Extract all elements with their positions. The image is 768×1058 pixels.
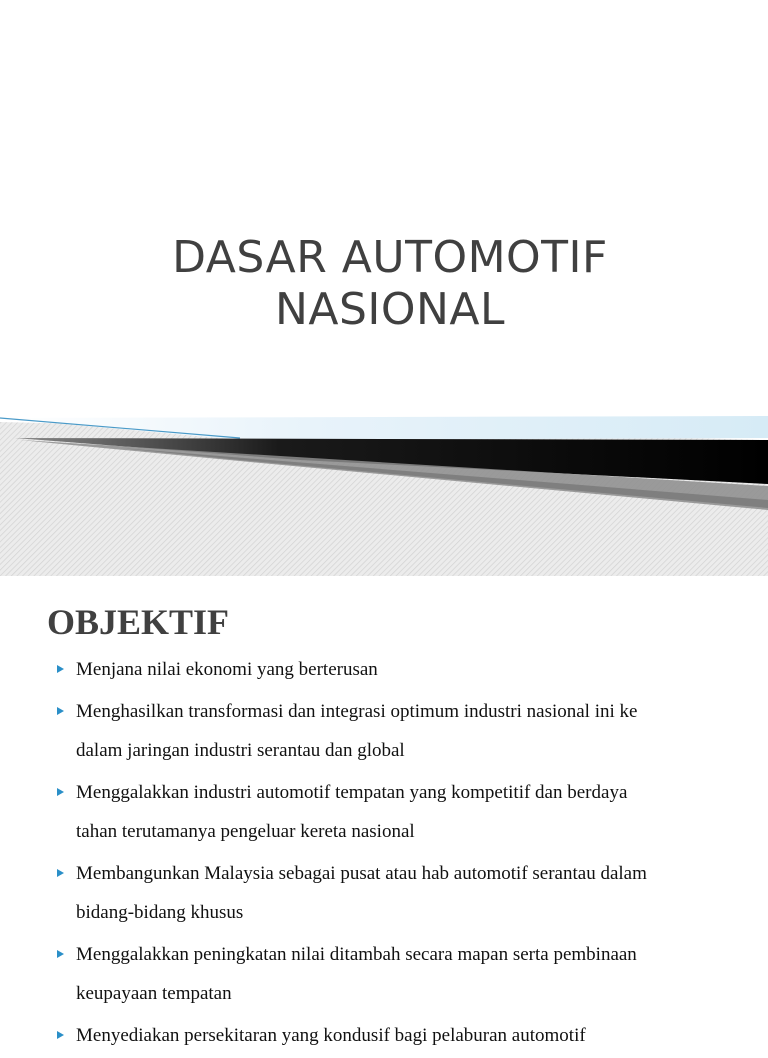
bullet-line-1: Menjana nilai ekonomi yang berterusan	[76, 659, 378, 680]
bullet-arrow-icon	[57, 869, 64, 877]
decorative-wave-banner	[0, 400, 768, 576]
list-item	[56, 1016, 736, 1055]
bullet-line-1: Menyediakan persekitaran yang kondusif bagi pelaburan automotif	[76, 1025, 586, 1046]
objectives-heading: OBJEKTIF	[47, 602, 230, 642]
list-item	[56, 773, 736, 851]
bullet-arrow-icon	[57, 950, 64, 958]
objectives-slide	[0, 576, 768, 1046]
bullet-line-2: tahan terutamanya pengeluar kereta nasional	[76, 821, 415, 842]
list-item	[56, 935, 736, 1013]
bullet-line-1: Menghasilkan transformasi dan integrasi optimum industri nasional ini ke	[76, 701, 638, 722]
bullet-line-2: bidang-bidang khusus	[76, 902, 244, 923]
slide-title	[60, 232, 720, 336]
bullet-arrow-icon	[57, 665, 64, 673]
bullet-arrow-icon	[57, 1031, 64, 1039]
title-line-1: DASAR AUTOMOTIF	[172, 232, 608, 283]
list-item	[56, 650, 736, 689]
bullet-line-1: Membangunkan Malaysia sebagai pusat atau hab automotif serantau dalam	[76, 863, 647, 884]
list-item	[56, 854, 736, 932]
bullet-arrow-icon	[57, 788, 64, 796]
bullet-line-1: Menggalakkan peningkatan nilai ditambah secara mapan serta pembinaan	[76, 944, 637, 965]
list-item	[56, 692, 736, 770]
title-line-2: NASIONAL	[274, 284, 506, 335]
objectives-list	[56, 650, 736, 1058]
bullet-line-2: dalam jaringan industri serantau dan global	[76, 740, 405, 761]
bullet-line-1: Menggalakkan industri automotif tempatan yang kompetitif dan berdaya	[76, 782, 628, 803]
bullet-line-2: keupayaan tempatan	[76, 983, 232, 1004]
bullet-arrow-icon	[57, 707, 64, 715]
